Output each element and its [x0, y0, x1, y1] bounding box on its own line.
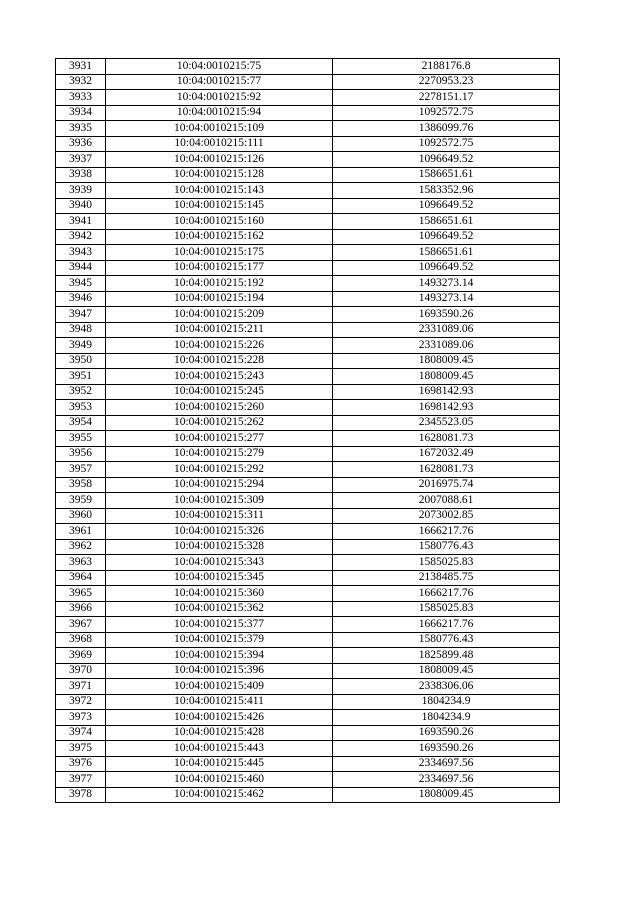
value-cell: 2334697.56	[333, 772, 560, 788]
table-row	[56, 586, 560, 602]
row-number-cell: 3933	[56, 90, 106, 106]
value-cell: 1693590.26	[333, 725, 560, 741]
table-row	[56, 539, 560, 555]
table-row	[56, 694, 560, 710]
table-row	[56, 555, 560, 571]
cadastral-number-cell: 10:04:0010215:77	[106, 74, 333, 90]
value-cell: 2016975.74	[333, 477, 560, 493]
table-row	[56, 183, 560, 199]
table-row	[56, 59, 560, 75]
table-row	[56, 446, 560, 462]
value-cell: 2007088.61	[333, 493, 560, 509]
row-number-cell: 3971	[56, 679, 106, 695]
cadastral-number-cell: 10:04:0010215:211	[106, 322, 333, 338]
row-number-cell: 3950	[56, 353, 106, 369]
cadastral-number-cell: 10:04:0010215:411	[106, 694, 333, 710]
cadastral-number-cell: 10:04:0010215:226	[106, 338, 333, 354]
row-number-cell: 3943	[56, 245, 106, 261]
value-cell: 1096649.52	[333, 152, 560, 168]
cadastral-number-cell: 10:04:0010215:177	[106, 260, 333, 276]
cadastral-number-cell: 10:04:0010215:445	[106, 756, 333, 772]
table-row	[56, 90, 560, 106]
table-row	[56, 725, 560, 741]
value-cell: 1808009.45	[333, 353, 560, 369]
row-number-cell: 3932	[56, 74, 106, 90]
row-number-cell: 3959	[56, 493, 106, 509]
cadastral-number-cell: 10:04:0010215:192	[106, 276, 333, 292]
value-cell: 1808009.45	[333, 787, 560, 803]
row-number-cell: 3952	[56, 384, 106, 400]
table-row	[56, 477, 560, 493]
table-row	[56, 276, 560, 292]
value-cell: 1672032.49	[333, 446, 560, 462]
row-number-cell: 3939	[56, 183, 106, 199]
value-cell: 1628081.73	[333, 431, 560, 447]
cadastral-number-cell: 10:04:0010215:428	[106, 725, 333, 741]
cadastral-number-cell: 10:04:0010215:379	[106, 632, 333, 648]
cadastral-number-cell: 10:04:0010215:194	[106, 291, 333, 307]
cadastral-number-cell: 10:04:0010215:162	[106, 229, 333, 245]
row-number-cell: 3962	[56, 539, 106, 555]
row-number-cell: 3954	[56, 415, 106, 431]
table-row	[56, 508, 560, 524]
value-cell: 2278151.17	[333, 90, 560, 106]
table-row	[56, 74, 560, 90]
value-cell: 1693590.26	[333, 741, 560, 757]
cadastral-number-cell: 10:04:0010215:228	[106, 353, 333, 369]
value-cell: 1493273.14	[333, 291, 560, 307]
table-row	[56, 710, 560, 726]
value-cell: 1585025.83	[333, 601, 560, 617]
table-row	[56, 167, 560, 183]
cadastral-number-cell: 10:04:0010215:396	[106, 663, 333, 679]
row-number-cell: 3942	[56, 229, 106, 245]
cadastral-number-cell: 10:04:0010215:426	[106, 710, 333, 726]
row-number-cell: 3970	[56, 663, 106, 679]
value-cell: 2338306.06	[333, 679, 560, 695]
row-number-cell: 3931	[56, 59, 106, 75]
cadastral-number-cell: 10:04:0010215:345	[106, 570, 333, 586]
table-row	[56, 431, 560, 447]
cadastral-number-cell: 10:04:0010215:109	[106, 121, 333, 137]
cadastral-number-cell: 10:04:0010215:309	[106, 493, 333, 509]
value-cell: 1585025.83	[333, 555, 560, 571]
table-row	[56, 214, 560, 230]
row-number-cell: 3940	[56, 198, 106, 214]
value-cell: 2073002.85	[333, 508, 560, 524]
row-number-cell: 3964	[56, 570, 106, 586]
cadastral-number-cell: 10:04:0010215:362	[106, 601, 333, 617]
value-cell: 1586651.61	[333, 214, 560, 230]
value-cell: 1493273.14	[333, 276, 560, 292]
cadastral-number-cell: 10:04:0010215:260	[106, 400, 333, 416]
cadastral-number-cell: 10:04:0010215:111	[106, 136, 333, 152]
table-row	[56, 198, 560, 214]
cadastral-number-cell: 10:04:0010215:462	[106, 787, 333, 803]
table-row	[56, 632, 560, 648]
row-number-cell: 3965	[56, 586, 106, 602]
cadastral-number-cell: 10:04:0010215:328	[106, 539, 333, 555]
row-number-cell: 3967	[56, 617, 106, 633]
table-row	[56, 756, 560, 772]
row-number-cell: 3938	[56, 167, 106, 183]
value-cell: 1666217.76	[333, 586, 560, 602]
table-row	[56, 245, 560, 261]
cadastral-number-cell: 10:04:0010215:394	[106, 648, 333, 664]
row-number-cell: 3941	[56, 214, 106, 230]
row-number-cell: 3958	[56, 477, 106, 493]
row-number-cell: 3953	[56, 400, 106, 416]
table-row	[56, 121, 560, 137]
value-cell: 2331089.06	[333, 322, 560, 338]
cadastral-number-cell: 10:04:0010215:92	[106, 90, 333, 106]
cadastral-number-cell: 10:04:0010215:175	[106, 245, 333, 261]
value-cell: 1804234.9	[333, 710, 560, 726]
row-number-cell: 3961	[56, 524, 106, 540]
value-cell: 2334697.56	[333, 756, 560, 772]
table-row	[56, 291, 560, 307]
cadastral-number-cell: 10:04:0010215:75	[106, 59, 333, 75]
row-number-cell: 3978	[56, 787, 106, 803]
value-cell: 1586651.61	[333, 167, 560, 183]
table-row	[56, 369, 560, 385]
table-row	[56, 260, 560, 276]
cadastral-number-cell: 10:04:0010215:409	[106, 679, 333, 695]
cadastral-number-cell: 10:04:0010215:377	[106, 617, 333, 633]
row-number-cell: 3955	[56, 431, 106, 447]
value-cell: 1666217.76	[333, 617, 560, 633]
cadastral-number-cell: 10:04:0010215:277	[106, 431, 333, 447]
table-row	[56, 617, 560, 633]
cadastral-number-cell: 10:04:0010215:160	[106, 214, 333, 230]
value-cell: 1386099.76	[333, 121, 560, 137]
value-cell: 2188176.8	[333, 59, 560, 75]
table-row	[56, 663, 560, 679]
table-row	[56, 338, 560, 354]
row-number-cell: 3973	[56, 710, 106, 726]
row-number-cell: 3975	[56, 741, 106, 757]
value-cell: 1580776.43	[333, 632, 560, 648]
row-number-cell: 3966	[56, 601, 106, 617]
row-number-cell: 3957	[56, 462, 106, 478]
table-row	[56, 601, 560, 617]
table-row	[56, 462, 560, 478]
value-cell: 1092572.75	[333, 105, 560, 121]
cadastral-number-cell: 10:04:0010215:126	[106, 152, 333, 168]
table-row	[56, 400, 560, 416]
row-number-cell: 3974	[56, 725, 106, 741]
table-row	[56, 741, 560, 757]
cadastral-number-cell: 10:04:0010215:209	[106, 307, 333, 323]
row-number-cell: 3948	[56, 322, 106, 338]
cadastral-number-cell: 10:04:0010215:279	[106, 446, 333, 462]
cadastral-number-cell: 10:04:0010215:292	[106, 462, 333, 478]
table-row	[56, 152, 560, 168]
table-row	[56, 105, 560, 121]
cadastral-number-cell: 10:04:0010215:294	[106, 477, 333, 493]
value-cell: 1698142.93	[333, 400, 560, 416]
row-number-cell: 3963	[56, 555, 106, 571]
row-number-cell: 3956	[56, 446, 106, 462]
cadastral-number-cell: 10:04:0010215:262	[106, 415, 333, 431]
value-cell: 1693590.26	[333, 307, 560, 323]
value-cell: 2345523.05	[333, 415, 560, 431]
table-row	[56, 384, 560, 400]
table-row	[56, 524, 560, 540]
row-number-cell: 3977	[56, 772, 106, 788]
cadastral-number-cell: 10:04:0010215:443	[106, 741, 333, 757]
value-cell: 1808009.45	[333, 369, 560, 385]
table-row	[56, 570, 560, 586]
value-cell: 2270953.23	[333, 74, 560, 90]
value-cell: 1698142.93	[333, 384, 560, 400]
value-cell: 2331089.06	[333, 338, 560, 354]
value-cell: 1825899.48	[333, 648, 560, 664]
value-cell: 1096649.52	[333, 198, 560, 214]
cadastral-number-cell: 10:04:0010215:360	[106, 586, 333, 602]
table-row	[56, 493, 560, 509]
value-cell: 1666217.76	[333, 524, 560, 540]
value-cell: 1580776.43	[333, 539, 560, 555]
cadastral-number-cell: 10:04:0010215:343	[106, 555, 333, 571]
table-row	[56, 415, 560, 431]
row-number-cell: 3949	[56, 338, 106, 354]
table-row	[56, 353, 560, 369]
cadastral-number-cell: 10:04:0010215:94	[106, 105, 333, 121]
value-cell: 1092572.75	[333, 136, 560, 152]
table-row	[56, 229, 560, 245]
cadastral-number-cell: 10:04:0010215:128	[106, 167, 333, 183]
table-row	[56, 307, 560, 323]
cadastral-number-cell: 10:04:0010215:326	[106, 524, 333, 540]
row-number-cell: 3945	[56, 276, 106, 292]
value-cell: 1096649.52	[333, 229, 560, 245]
value-cell: 1586651.61	[333, 245, 560, 261]
cadastral-number-cell: 10:04:0010215:245	[106, 384, 333, 400]
cadastral-number-cell: 10:04:0010215:460	[106, 772, 333, 788]
row-number-cell: 3969	[56, 648, 106, 664]
cadastral-number-cell: 10:04:0010215:145	[106, 198, 333, 214]
cadastral-number-cell: 10:04:0010215:143	[106, 183, 333, 199]
value-cell: 1804234.9	[333, 694, 560, 710]
table-row	[56, 136, 560, 152]
row-number-cell: 3934	[56, 105, 106, 121]
row-number-cell: 3936	[56, 136, 106, 152]
value-cell: 2138485.75	[333, 570, 560, 586]
value-cell: 1808009.45	[333, 663, 560, 679]
row-number-cell: 3946	[56, 291, 106, 307]
row-number-cell: 3960	[56, 508, 106, 524]
data-table	[55, 58, 560, 803]
row-number-cell: 3951	[56, 369, 106, 385]
table-row	[56, 648, 560, 664]
value-cell: 1096649.52	[333, 260, 560, 276]
table-row	[56, 787, 560, 803]
row-number-cell: 3937	[56, 152, 106, 168]
table-row	[56, 679, 560, 695]
cadastral-number-cell: 10:04:0010215:243	[106, 369, 333, 385]
row-number-cell: 3944	[56, 260, 106, 276]
table-row	[56, 322, 560, 338]
table-row	[56, 772, 560, 788]
table-body	[56, 59, 560, 803]
row-number-cell: 3972	[56, 694, 106, 710]
row-number-cell: 3947	[56, 307, 106, 323]
row-number-cell: 3935	[56, 121, 106, 137]
cadastral-number-cell: 10:04:0010215:311	[106, 508, 333, 524]
row-number-cell: 3968	[56, 632, 106, 648]
row-number-cell: 3976	[56, 756, 106, 772]
value-cell: 1583352.96	[333, 183, 560, 199]
value-cell: 1628081.73	[333, 462, 560, 478]
